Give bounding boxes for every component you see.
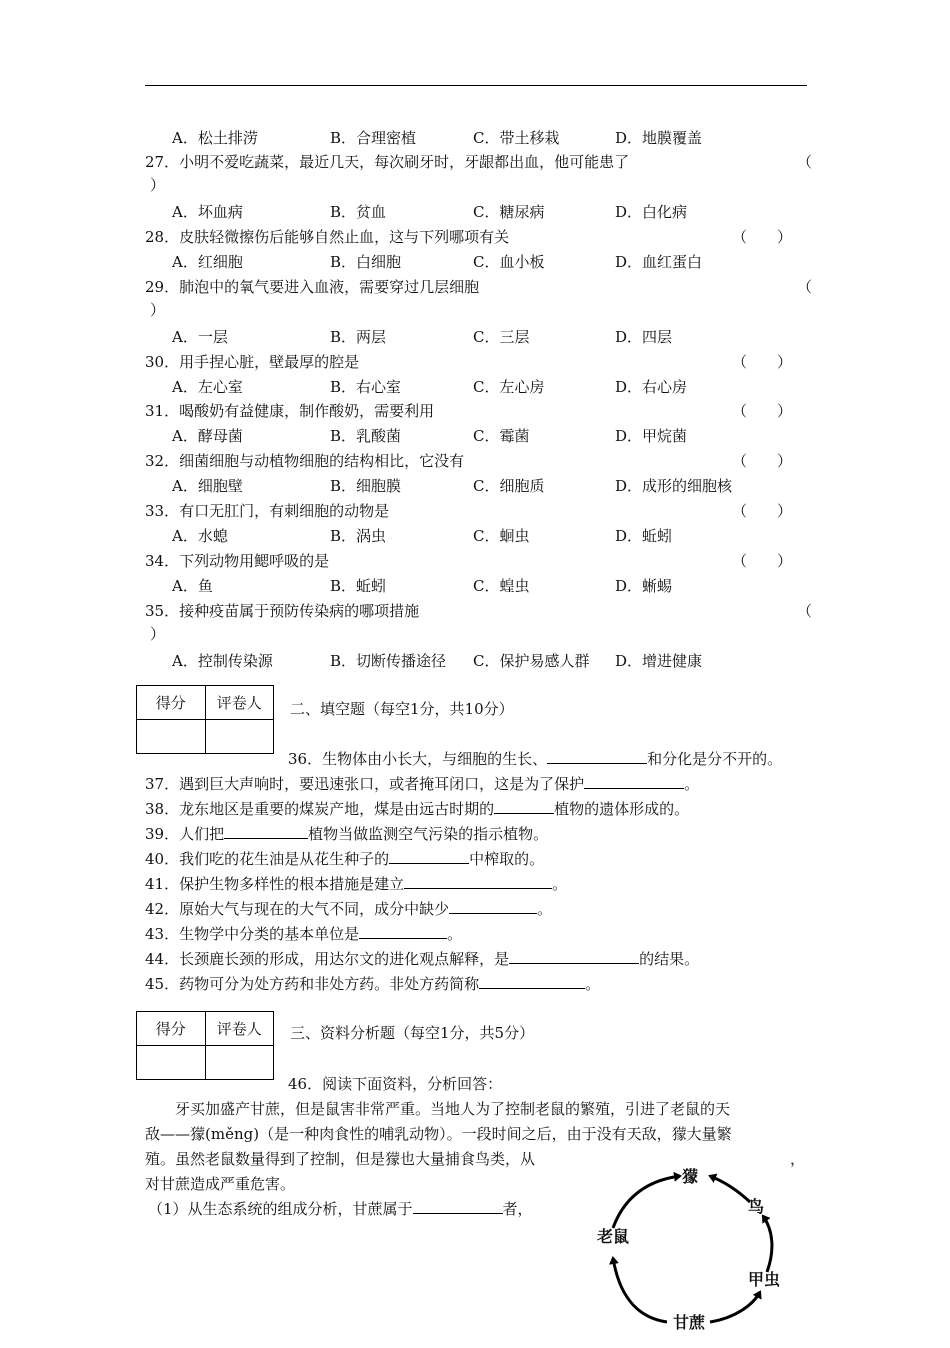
q46-sub1-text-b: 者， [502, 1200, 533, 1218]
arrow-mouse-to-mongoose [613, 1176, 680, 1228]
q35-paren-close: ） [150, 625, 166, 643]
q35-paren: （ [797, 602, 813, 620]
q32-option-c: C．细胞质 [473, 477, 545, 495]
q37 [145, 774, 699, 794]
q26-option-d: D．地膜覆盖 [615, 129, 703, 147]
q35-option-a: A．控制传染源 [172, 652, 273, 670]
q42-text-b: 。 [537, 900, 553, 918]
arrow-beetle-to-bird [763, 1216, 772, 1272]
q41-text-b: 。 [552, 875, 568, 893]
q30-option-a: A．左心室 [172, 378, 243, 396]
q31-option-b: B．乳酸菌 [330, 427, 402, 445]
q27-option-c: C．糖尿病 [473, 203, 545, 221]
q35-option-d: D．增进健康 [615, 652, 703, 670]
q31-stem: 31．喝酸奶有益健康，制作酸奶，需要利用 [145, 402, 435, 420]
q28-option-a: A．红细胞 [172, 253, 243, 271]
q40-text-b: 中榨取的。 [469, 850, 545, 868]
q42-blank[interactable] [449, 899, 537, 914]
q33-option-d: D．蚯蚓 [615, 527, 673, 545]
q42 [145, 899, 552, 919]
q46-sub1 [148, 1199, 533, 1219]
section3-title: 三、资料分析题（每空1分，共5分） [290, 1024, 535, 1042]
q30-option-b: B．右心室 [330, 378, 402, 396]
node-mongoose: 獴 [682, 1167, 699, 1186]
q32-paren: （ ） [732, 452, 793, 470]
score-table-section3 [136, 1011, 274, 1080]
q27-option-a: A．坏血病 [172, 203, 243, 221]
q29-stem: 29．肺泡中的氧气要进入血液，需要穿过几层细胞 [145, 278, 480, 296]
food-chain-diagram [585, 1150, 795, 1344]
q31-option-c: C．霉菌 [473, 427, 530, 445]
q45-blank[interactable] [479, 974, 585, 989]
q40 [145, 849, 544, 869]
q34-option-d: D．蜥蜴 [615, 577, 673, 595]
q45-text-a: 45．药物可分为处方药和非处方药。非处方药简称 [145, 975, 480, 993]
q32-option-d: D．成形的细胞核 [615, 477, 733, 495]
q46-paragraph-line1: 牙买加盛产甘蔗，但是鼠害非常严重。当地人为了控制老鼠的繁殖，引进了老鼠的天 [175, 1100, 731, 1118]
q36-blank[interactable] [547, 749, 647, 764]
score-table-section2 [136, 685, 274, 754]
q45-text-b: 。 [585, 975, 601, 993]
q44-text-a: 44．长颈鹿长颈的形成，用达尔文的进化观点解释，是 [145, 950, 510, 968]
q40-blank[interactable] [389, 849, 469, 864]
q41-text-a: 41．保护生物多样性的根本措施是建立 [145, 875, 405, 893]
q29-option-a: A．一层 [172, 328, 228, 346]
q32-option-b: B．细胞膜 [330, 477, 402, 495]
q30-option-c: C．左心房 [473, 378, 545, 396]
arrow-sugarcane-to-mouse [613, 1258, 667, 1322]
q29-paren: （ [797, 278, 813, 296]
q38 [145, 799, 689, 819]
q36 [288, 749, 782, 769]
q28-paren: （ ） [732, 228, 793, 246]
grader-header: 评卷人 [205, 1012, 274, 1046]
q31-option-a: A．酵母菌 [172, 427, 243, 445]
q30-paren: （ ） [732, 353, 793, 371]
q29-option-c: C．三层 [473, 328, 530, 346]
q45 [145, 974, 600, 994]
grader-header: 评卷人 [205, 686, 274, 720]
q46-sub1-blank[interactable] [413, 1199, 503, 1214]
score-cell[interactable] [137, 720, 206, 754]
q36-text-a: 36．生物体由小长大，与细胞的生长、 [288, 750, 548, 768]
q38-text-b: 植物的遗体形成的。 [554, 800, 690, 818]
q33-paren: （ ） [732, 502, 793, 520]
q26-option-b: B．合理密植 [330, 129, 417, 147]
q29-option-b: B．两层 [330, 328, 387, 346]
q41-blank[interactable] [404, 874, 552, 889]
q39-text-b: 植物当做监测空气污染的指示植物。 [308, 825, 549, 843]
q28-stem: 28．皮肤轻微擦伤后能够自然止血，这与下列哪项有关 [145, 228, 510, 246]
q43-text-b: 。 [447, 925, 463, 943]
q44-blank[interactable] [509, 949, 639, 964]
q39 [145, 824, 548, 844]
q33-stem: 33．有口无肛门，有刺细胞的动物是 [145, 502, 390, 520]
q38-blank[interactable] [494, 799, 554, 814]
q29-option-d: D．四层 [615, 328, 673, 346]
q30-stem: 30．用手捏心脏，壁最厚的腔是 [145, 353, 360, 371]
q33-option-c: C．蛔虫 [473, 527, 530, 545]
node-beetle: 甲虫 [748, 1270, 781, 1289]
q28-option-d: D．血红蛋白 [615, 253, 703, 271]
q27-option-b: B．贫血 [330, 203, 387, 221]
q26-option-c: C．带土移栽 [473, 129, 560, 147]
q44 [145, 949, 699, 969]
q35-option-b: B．切断传播途径 [330, 652, 447, 670]
node-mouse: 老鼠 [597, 1227, 630, 1246]
q32-stem: 32．细菌细胞与动植物细胞的结构相比，它没有 [145, 452, 465, 470]
q42-text-a: 42．原始大气与现在的大气不同，成分中缺少 [145, 900, 450, 918]
q46-sub1-text-a: （1）从生态系统的组成分析，甘蔗属于 [148, 1200, 413, 1218]
q35-stem: 35．接种疫苗属于预防传染病的哪项措施 [145, 602, 420, 620]
grader-cell[interactable] [205, 1046, 274, 1080]
q34-option-a: A．鱼 [172, 577, 213, 595]
q40-text-a: 40．我们吃的花生油是从花生种子的 [145, 850, 390, 868]
q35-option-c: C．保护易感人群 [473, 652, 590, 670]
q34-paren: （ ） [732, 552, 793, 570]
q37-text-a: 37．遇到巨大声响时，要迅速张口，或者掩耳闭口，这是为了保护 [145, 775, 585, 793]
q39-text-a: 39．人们把 [145, 825, 225, 843]
q46-paragraph-line2: 敌——獴(měng)（是一种肉食性的哺乳动物）。一段时间之后，由于没有天敌，獴大量繁 [145, 1125, 732, 1143]
q44-text-b: 的结果。 [639, 950, 700, 968]
q28-option-b: B．白细胞 [330, 253, 402, 271]
q28-option-c: C．血小板 [473, 253, 545, 271]
q30-option-d: D．右心房 [615, 378, 688, 396]
q38-text-a: 38．龙东地区是重要的煤炭产地，煤是由远古时期的 [145, 800, 495, 818]
q33-option-b: B．涡虫 [330, 527, 387, 545]
q32-option-a: A．细胞壁 [172, 477, 243, 495]
q43-blank[interactable] [359, 924, 447, 939]
q37-blank[interactable] [584, 774, 684, 789]
q33-option-a: A．水螅 [172, 527, 228, 545]
q36-text-b: 和分化是分不开的。 [647, 750, 783, 768]
q41 [145, 874, 567, 894]
q29-paren-close: ） [150, 301, 166, 319]
q27-stem: 27．小明不爱吃蔬菜，最近几天，每次刷牙时，牙龈都出血，他可能患了 [145, 153, 630, 171]
score-header: 得分 [137, 686, 206, 720]
arrow-sugarcane-to-beetle [710, 1292, 760, 1322]
q31-option-d: D．甲烷菌 [615, 427, 688, 445]
q46-paragraph-line3-end: ， [790, 1150, 806, 1168]
q34-option-b: B．蚯蚓 [330, 577, 387, 595]
q34-stem: 34．下列动物用鳃呼吸的是 [145, 552, 330, 570]
section2-title: 二、填空题（每空1分，共10分） [290, 700, 514, 718]
q43-text-a: 43．生物学中分类的基本单位是 [145, 925, 360, 943]
q31-paren: （ ） [732, 402, 793, 420]
q26-option-a: A．松土排涝 [172, 129, 258, 147]
node-sugarcane: 甘蔗 [673, 1313, 706, 1332]
q27-option-d: D．白化病 [615, 203, 688, 221]
q37-text-b: 。 [684, 775, 700, 793]
grader-cell[interactable] [205, 720, 274, 754]
q39-blank[interactable] [224, 824, 308, 839]
q46-intro: 46．阅读下面资料，分析回答： [288, 1075, 503, 1093]
q46-paragraph-line4: 对甘蔗造成严重危害。 [145, 1175, 296, 1193]
score-header: 得分 [137, 1012, 206, 1046]
q46-paragraph-line3: 殖。虽然老鼠数量得到了控制，但是獴也大量捕食鸟类，从 [145, 1150, 536, 1168]
score-cell[interactable] [137, 1046, 206, 1080]
q34-option-c: C．蝗虫 [473, 577, 530, 595]
node-bird: 鸟 [748, 1197, 765, 1216]
q27-paren-close: ） [150, 176, 166, 194]
q43 [145, 924, 462, 944]
arrow-bird-to-mongoose [710, 1176, 750, 1202]
q27-paren: （ [797, 153, 813, 171]
header-rule [145, 85, 807, 86]
